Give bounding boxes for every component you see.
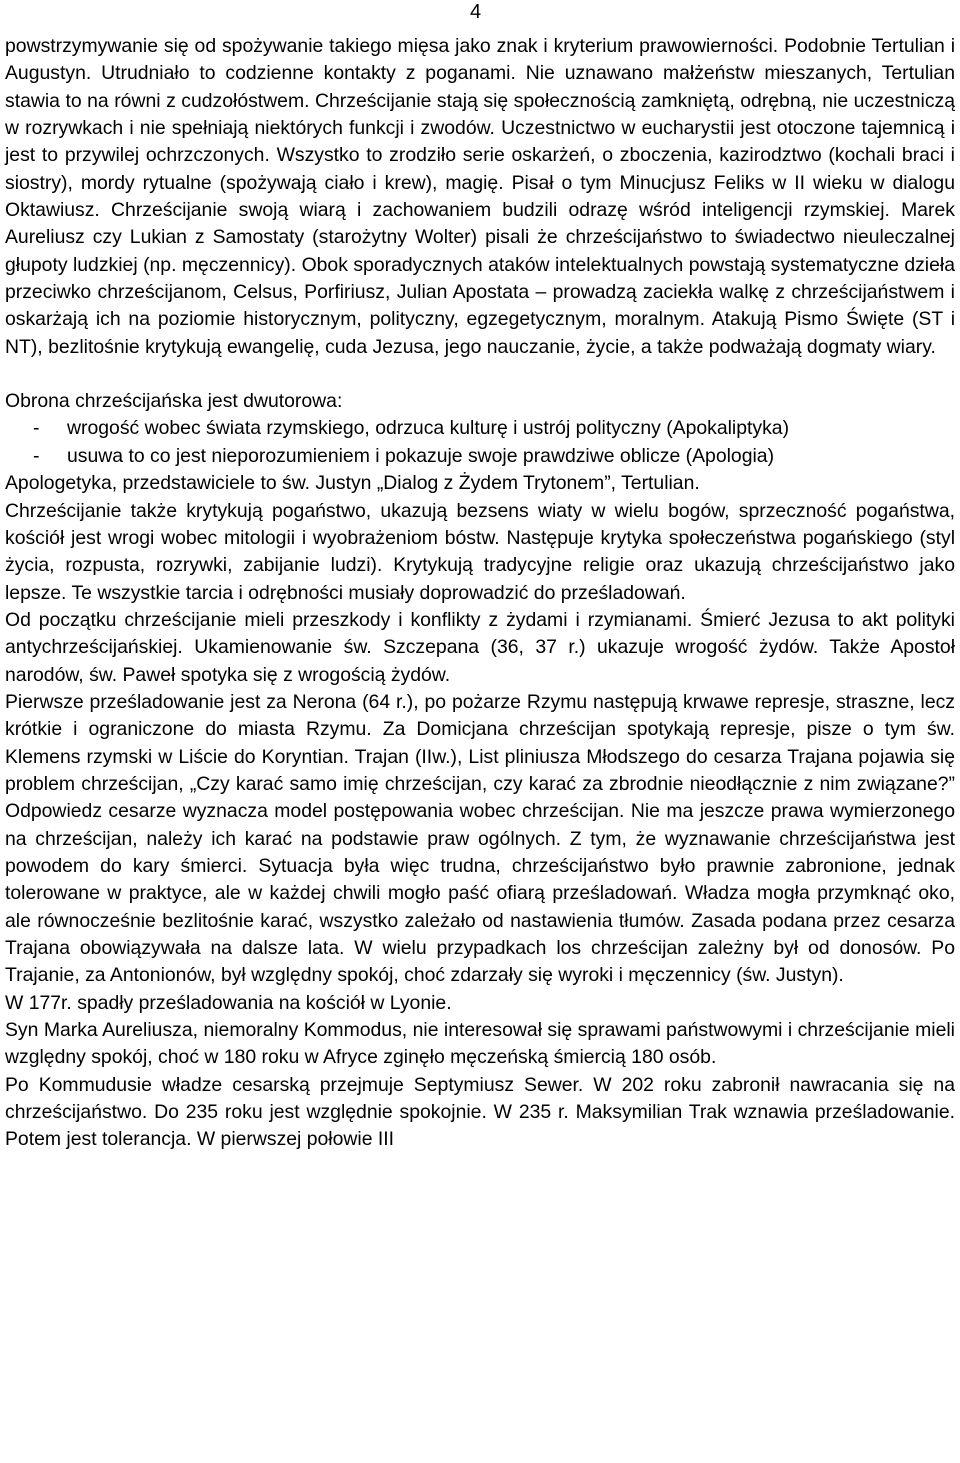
- list-item: [5, 443, 955, 470]
- paragraph-opening: powstrzymywanie się od spożywanie takiego mięsa jako znak i kryterium prawowierności. Podobnie Tertulian i Augustyn. Utrudniało to codzienne kontakty z poganami. Nie uznawano małżeństw mieszanych, Tertulian stawia to na równi z cudzołóstwem. Chrześcijanie stają się społecznością zamkniętą, odrębną, nie uczestniczą w rozrywkach i nie spełniają niektórych funkcji i zwodów. Uczestnictwo w eucharystii jest otoczone tajemnicą i jest to przywilej ochrzczonych. Wszystko to zrodziło serie oskarżeń, o zboczenia, kazirodztwo (kochali braci i siostry), mordy rytualne (spożywają ciało i krew), magię. Pisał o tym Minucjusz Feliks w II wieku w dialogu Oktawiusz. Chrześcijanie swoją wiarą i zachowaniem budzili odrazę wśród inteligencji rzymskiej. Marek Aureliusz czy Lukian z Samostaty (starożytny Wolter) pisali że chrześcijaństwo to świadectwo nieuleczalnej głupoty ludzkiej (np. męczennicy). Obok sporadycznych ataków intelektualnych powstają systematyczne dzieła przeciwko chrześcijanom, Celsus, Porfiriusz, Julian Apostata – prowadzą zaciekła walkę z chrześcijaństwem i oskarżają ich na poziomie historycznym, polityczny, egzegetycznym, moralnym. Atakują Pismo Święte (ST i NT), bezlitośnie krytykują ewangelię, cuda Jezusa, jego nauczanie, życie, a także podważają dogmaty wiary.: [5, 35, 955, 358]
- list-item-text: usuwa to co jest nieporozumieniem i pokazuje swoje prawdziwe oblicze (Apologia): [67, 444, 775, 467]
- paragraph-lyon: W 177r. spadły prześladowania na kościół w Lyonie.: [5, 991, 452, 1014]
- page-number: 4: [470, 1, 482, 23]
- list-item-text: wrogość wobec świata rzymskiego, odrzuca kulturę i ustrój polityczny (Apokaliptyka): [67, 417, 790, 440]
- paragraph-gap: [5, 361, 955, 388]
- document-body: [5, 33, 955, 1154]
- paragraph-conflicts: Od początku chrześcijanie mieli przeszkody i konflikty z żydami i rzymianami. Śmierć Jezusa to akt polityki antychrześcijańskiej. Ukamienowanie św. Szczepana (36, 37 r.) ukazuje wrogość żydów. Także Apostoł narodów, św. Paweł spotyka się z wrogością żydów.: [5, 608, 955, 686]
- paragraph-apologetics: Apologetyka, przedstawiciele to św. Justyn „Dialog z Żydem Trytonem”, Tertulian.: [5, 472, 700, 495]
- paragraph-persecutions: Pierwsze prześladowanie jest za Nerona (64 r.), po pożarze Rzymu następują krwawe represje, straszne, lecz krótkie i ograniczone do miasta Rzymu. Za Domicjana chrześcijan spotykają represje, pisze o tym św. Klemens rzymski w Liście do Koryntian. Trajan (IIw.), List pliniusza Młodszego do cesarza Trajana pojawia się problem chrześcijan, „Czy karać samo imię chrześcijan, czy karać za zbrodnie nieodłącznie z nim związane?” Odpowiedz cesarze wyznacza model postępowania wobec chrześcijan. Nie ma jeszcze prawa wymierzonego na chrześcijan, należy ich karać na podstawie praw ogólnych. Z tym, że wyznawanie chrześcijaństwa jest powodem do kary śmierci. Sytuacja była więc trudna, chrześcijaństwo było prawnie zabronione, jednak tolerowane w praktyce, ale w każdej chwili mogło paść ofiarą prześladowań. Władza mogła przymknąć oko, ale równocześnie bezlitośnie karać, wszystko zależało od nastawienia tłumów. Zasada podana przez cesarza Trajana obowiązywała na dalsze lata. W wielu przypadkach los chrześcijan zależny był od donosów. Po Trajanie, za Antonionów, był względny spokój, choć zdarzały się wyroki i męczennicy (św. Justyn).: [5, 690, 955, 987]
- paragraph-septymiusz: Po Kommudusie władze cesarską przejmuje Septymiusz Sewer. W 202 roku zabronił nawracania się na chrześcijaństwo. Do 235 roku jest względnie spokojnie. W 235 r. Maksymilian Trak wznawia prześladowanie. Potem jest tolerancja. W pierwszej połowie III: [5, 1073, 955, 1151]
- list-item: [5, 415, 955, 442]
- paragraph-critique: Chrześcijanie także krytykują pogaństwo, ukazują bezsens wiaty w wielu bogów, sprzeczność pogaństwa, kościół jest wrogi wobec mitologii i wyobrażeniom bóstw. Następuje krytyka społeczeństwa pogańskiego (styl życia, rozpusta, rozrywki, zabijanie ludzi). Krytykują tradycyjne religie oraz ukazują chrześcijaństwo jako lepsze. Te wszystkie tarcia i odrębności musiały doprowadzić do prześladowań.: [5, 499, 955, 604]
- paragraph-defense-intro: Obrona chrześcijańska jest dwutorowa:: [5, 390, 343, 413]
- paragraph-kommodus: Syn Marka Aureliusza, niemoralny Kommodus, nie interesował się sprawami państwowymi i chrześcijanie mieli względny spokój, choć w 180 roku w Afryce zginęło męczeńską śmiercią 180 osób.: [5, 1019, 955, 1069]
- list-bullet: -: [33, 444, 40, 467]
- list-bullet: -: [33, 417, 40, 440]
